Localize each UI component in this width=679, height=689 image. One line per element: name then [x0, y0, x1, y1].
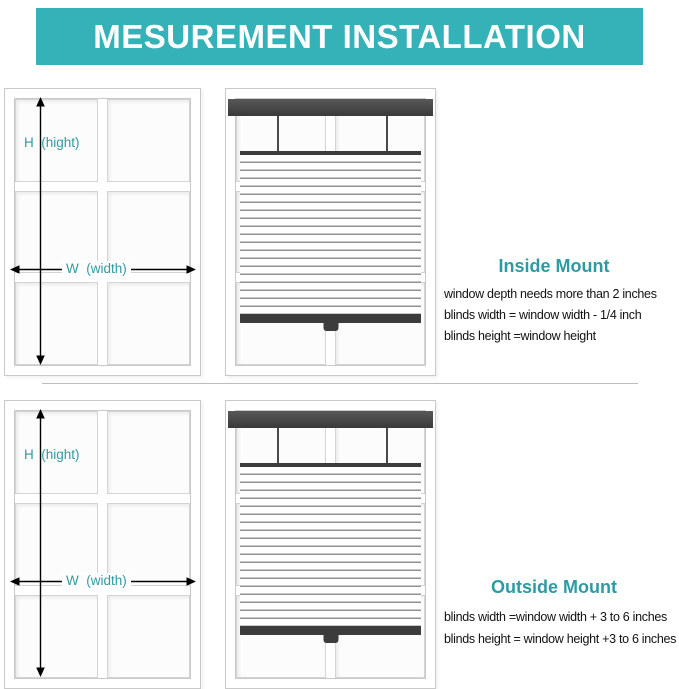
lift-cord-right	[386, 428, 388, 464]
detail-line: blinds width =window width + 3 to 6 inches	[444, 610, 667, 624]
height-label: H (hight)	[24, 447, 80, 462]
blinds-bottomrail	[240, 626, 421, 635]
window-pane	[107, 99, 190, 182]
detail-line: blinds width = window width - 1/4 inch	[444, 308, 642, 322]
inside-mount-title: Inside Mount	[498, 256, 610, 276]
blinds-headrail	[228, 99, 433, 116]
pull-tab	[323, 323, 338, 331]
pleated-shade	[240, 151, 421, 314]
detail-line: window depth needs more than 2 inches	[444, 287, 657, 301]
width-label: W (width)	[62, 261, 131, 276]
pull-tab	[323, 635, 338, 643]
outside-mount-details	[444, 606, 676, 650]
window-pane	[107, 282, 190, 365]
blinds-bottomrail	[240, 314, 421, 323]
blinds-diagram-inside	[225, 88, 436, 376]
pleated-shade	[240, 463, 421, 626]
outside-mount-title: Outside Mount	[491, 577, 617, 597]
window-pane	[15, 282, 98, 365]
lift-cord-left	[277, 116, 279, 152]
width-label: W (width)	[62, 573, 131, 588]
detail-line: blinds height =window height	[444, 329, 596, 343]
lift-cord-right	[386, 116, 388, 152]
lift-cord-left	[277, 428, 279, 464]
height-label: H (hight)	[24, 135, 80, 150]
blinds-headrail	[228, 411, 433, 428]
window-diagram-outside	[4, 400, 201, 689]
window-pane	[107, 411, 190, 494]
section-divider	[42, 383, 638, 384]
inside-mount-details	[444, 284, 657, 347]
title-banner	[36, 8, 643, 65]
window-pane	[107, 595, 190, 678]
page-title: MESUREMENT INSTALLATION	[93, 17, 586, 55]
window-pane	[15, 595, 98, 678]
detail-line: blinds height = window height +3 to 6 inches	[444, 632, 677, 646]
window-diagram-inside	[4, 88, 201, 376]
blinds-diagram-outside	[225, 400, 436, 689]
